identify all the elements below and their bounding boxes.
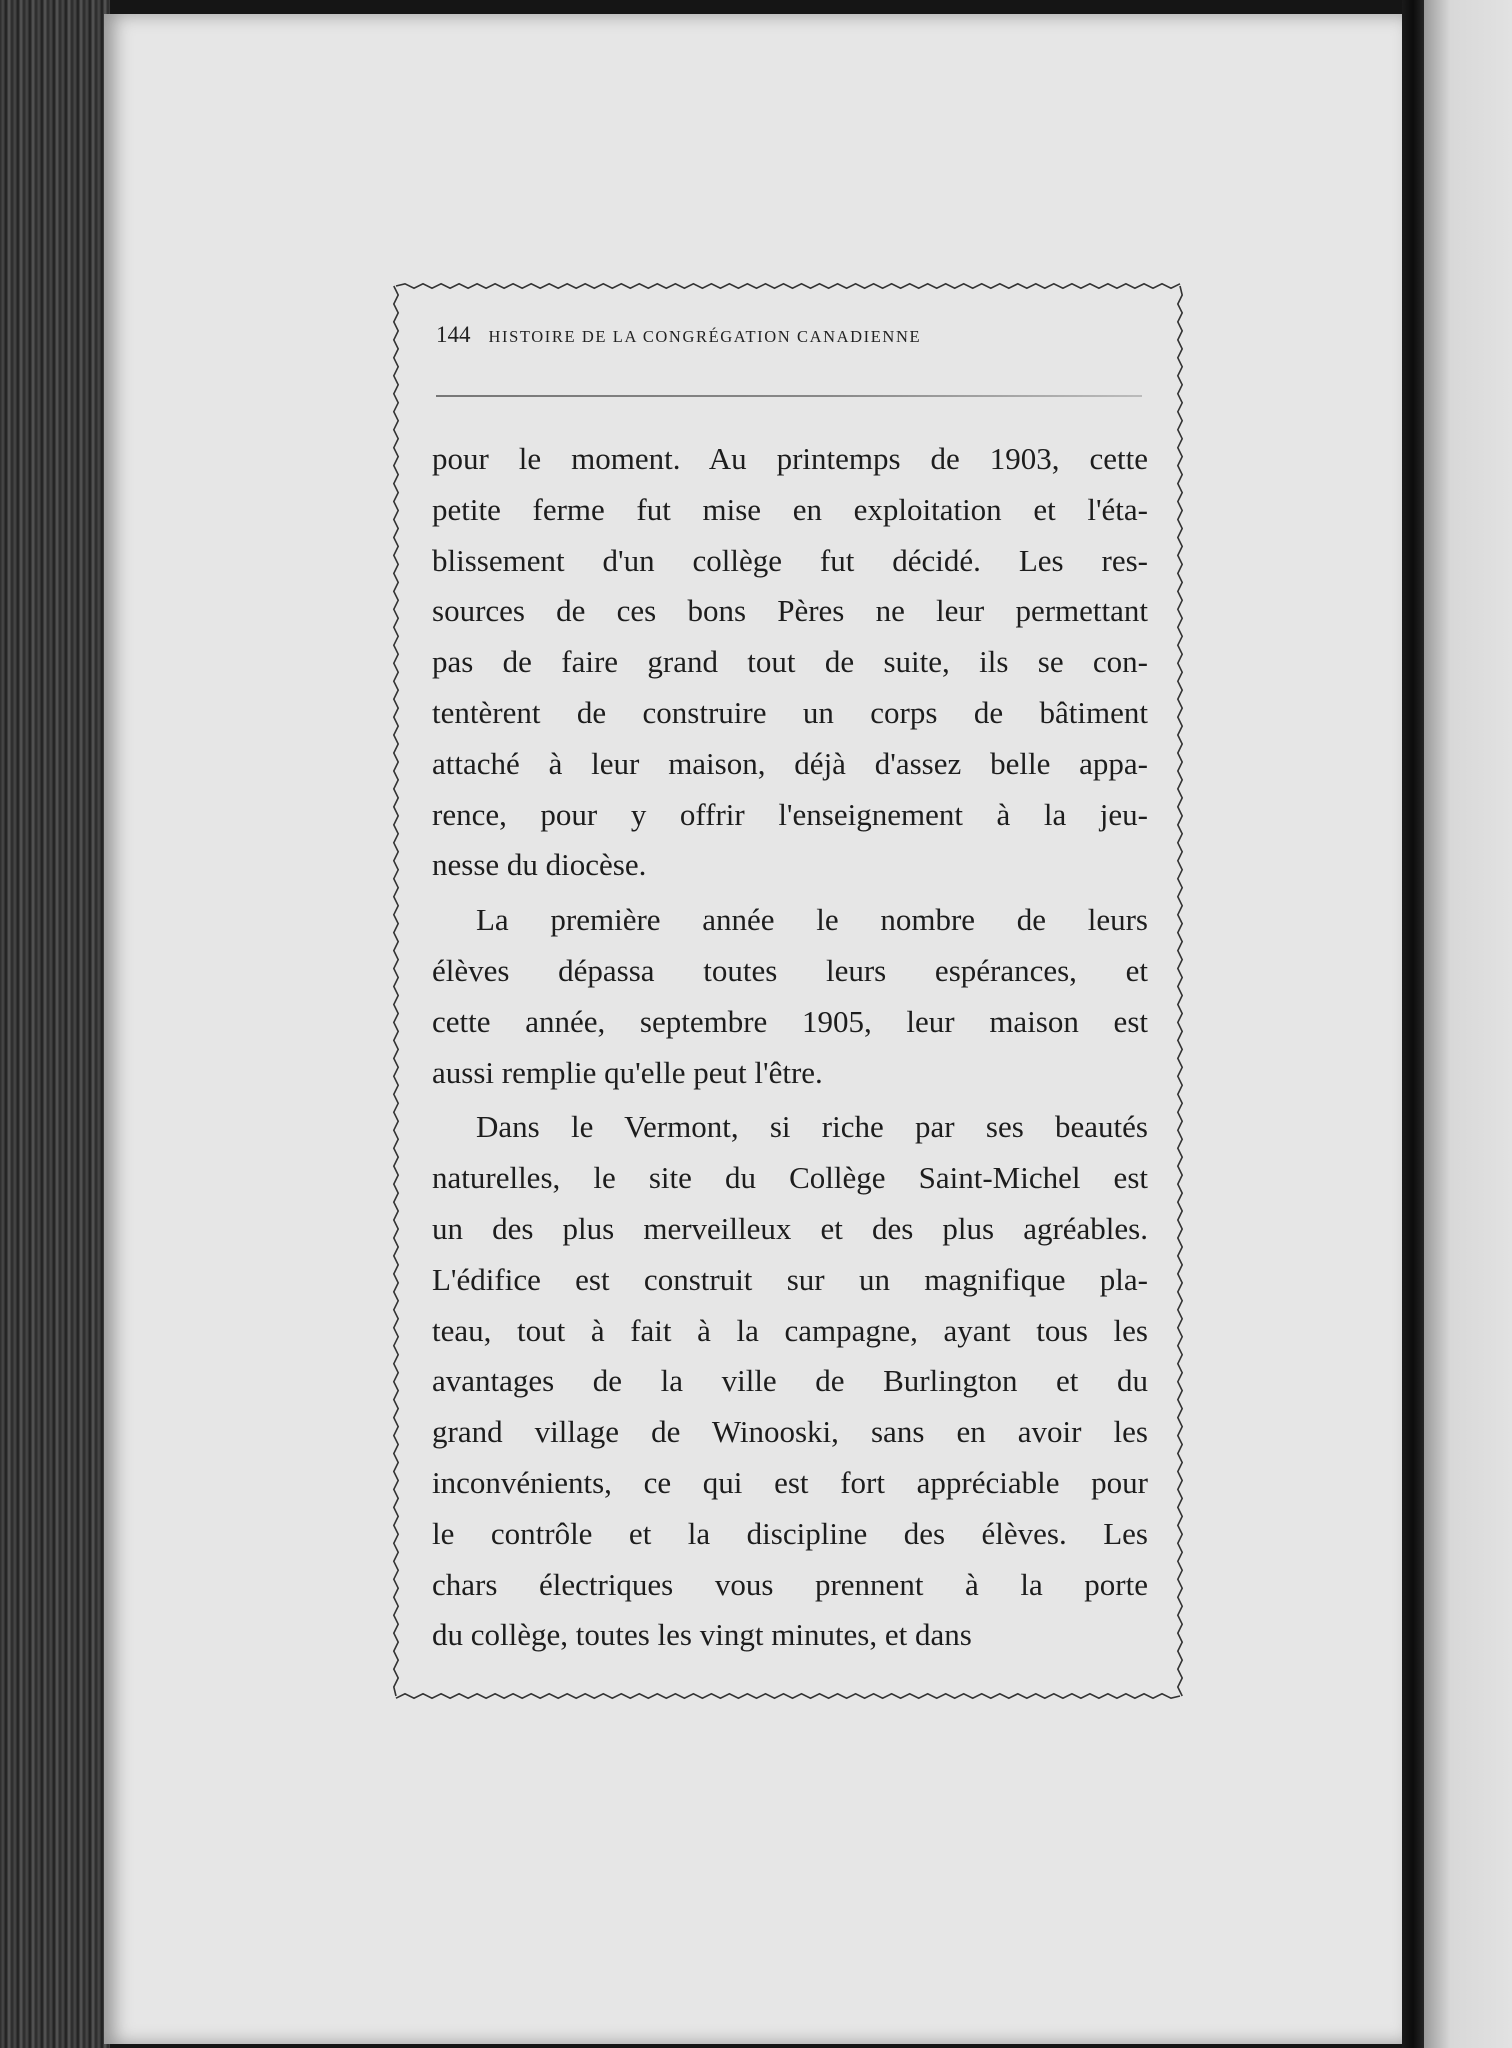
border-edge — [1178, 286, 1182, 1696]
header-rule — [436, 395, 1142, 397]
text-line: tentèrent de construire un corps de bâtiment — [432, 694, 1148, 730]
text-line: élèves dépassa toutes leurs espérances, et — [432, 952, 1148, 988]
ornamental-text-frame — [392, 282, 1184, 1700]
border-edge — [396, 1694, 1180, 1698]
text-line: La première année le nombre de leurs — [476, 902, 1148, 938]
text-line: rence, pour y offrir l'enseignement à la jeu- — [432, 796, 1148, 832]
border-edge — [396, 284, 1180, 288]
text-line: avantages de la ville de Burlington et du — [432, 1363, 1148, 1399]
text-line: blissement d'un collège fut décidé. Les res- — [432, 542, 1148, 578]
text-line: naturelles, le site du Collège Saint-Michel est — [432, 1160, 1148, 1196]
text-line: petite ferme fut mise en exploitation et l'éta- — [432, 491, 1148, 527]
text-line: L'édifice est construit sur un magnifique pla- — [432, 1261, 1148, 1297]
text-line: pour le moment. Au printemps de 1903, cette — [432, 441, 1148, 476]
text-line: grand village de Winooski, sans en avoir les — [432, 1414, 1148, 1450]
border-edge — [394, 286, 398, 1696]
facing-page-edge — [1424, 0, 1512, 2048]
book-gutter — [1402, 0, 1424, 2048]
text-line: nesse du diocèse. — [432, 847, 647, 883]
running-title: HISTOIRE DE LA CONGRÉGATION CANADIENNE — [488, 327, 922, 346]
text-line: sources de ces bons Pères ne leur permettant — [432, 593, 1148, 629]
paragraph — [432, 1102, 1148, 1661]
text-line: attaché à leur maison, déjà d'assez belle appa- — [432, 745, 1148, 781]
text-line: cette année, septembre 1905, leur maison est — [432, 1003, 1148, 1039]
body-text — [432, 434, 1148, 1661]
paragraph — [432, 434, 1148, 891]
text-line: chars électriques vous prennent à la porte — [432, 1566, 1148, 1602]
text-line: du collège, toutes les vingt minutes, et dans — [432, 1617, 972, 1653]
text-line: pas de faire grand tout de suite, ils se con- — [432, 644, 1148, 680]
paragraph — [432, 895, 1148, 1098]
text-line: Dans le Vermont, si riche par ses beautés — [476, 1109, 1148, 1145]
text-line: teau, tout à fait à la campagne, ayant tous les — [432, 1312, 1148, 1348]
text-line: un des plus merveilleux et des plus agréables. — [432, 1210, 1148, 1246]
book-page-edges — [0, 0, 110, 2048]
running-header — [436, 322, 1136, 352]
page-number: 144 — [436, 322, 471, 347]
text-line: le contrôle et la discipline des élèves. Les — [432, 1515, 1148, 1551]
text-line: aussi remplie qu'elle peut l'être. — [432, 1054, 823, 1090]
text-line: inconvénients, ce qui est fort appréciable pour — [432, 1464, 1148, 1500]
